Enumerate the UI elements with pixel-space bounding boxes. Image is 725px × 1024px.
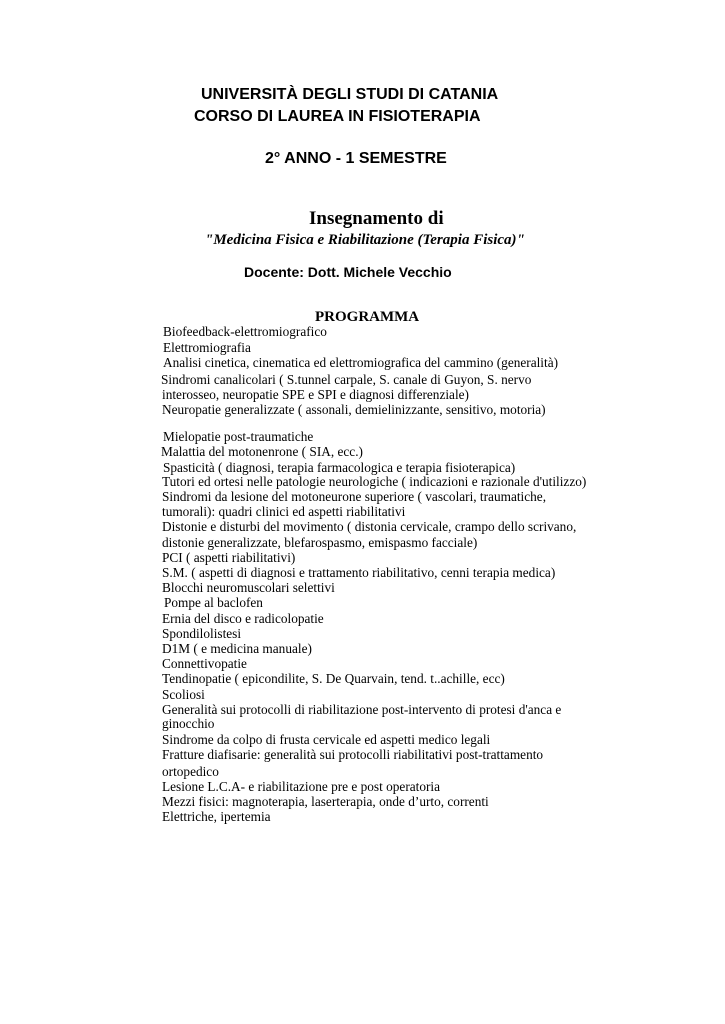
course-heading: Insegnamento di — [309, 208, 444, 229]
university-name: UNIVERSITÀ DEGLI STUDI DI CATANIA — [201, 86, 499, 103]
program-item: Neuropatie generalizzate ( assonali, demielinizzante, sensitivo, motoria) — [162, 402, 546, 417]
program-item: Malattia del motonenrone ( SIA, ecc.) — [161, 444, 363, 459]
program-item: ginocchio — [162, 716, 215, 731]
program-item: Ernia del disco e radicolopatie — [162, 611, 324, 626]
program-item: Spondilolistesi — [162, 626, 242, 641]
teacher-name: Docente: Dott. Michele Vecchio — [244, 264, 452, 280]
program-item: Spasticità ( diagnosi, terapia farmacologica e terapia fisioterapica) — [163, 460, 516, 475]
degree-course: CORSO DI LAUREA IN FISIOTERAPIA — [194, 108, 481, 125]
program-item: Sindrome da colpo di frusta cervicale ed aspetti medico legali — [162, 732, 491, 747]
program-item: Tendinopatie ( epicondilite, S. De Quarvain, tend. t..achille, ecc) — [162, 671, 505, 686]
program-item: D1M ( e medicina manuale) — [162, 641, 312, 656]
program-item: Generalità sui protocolli di riabilitazione post-intervento di protesi d'anca e — [162, 702, 562, 717]
program-heading: PROGRAMMA — [315, 309, 420, 325]
program-item: Analisi cinetica, cinematica ed elettromiografica del cammino (generalità) — [163, 355, 559, 370]
program-item: Fratture diafisarie: generalità sui protocolli riabilitativi post-trattamento — [162, 747, 544, 762]
program-item: Lesione L.C.A- e riabilitazione pre e post operatoria — [162, 779, 441, 794]
program-item: Mielopatie post-traumatiche — [163, 429, 314, 444]
program-item: Sindromi canalicolari ( S.tunnel carpale, S. canale di Guyon, S. nervo — [161, 372, 532, 387]
program-item: Tutori ed ortesi nelle patologie neurologiche ( indicazioni e razionale d'utilizzo) — [162, 474, 587, 489]
program-item: Connettivopatie — [162, 656, 247, 671]
program-item: Sindromi da lesione del motoneurone superiore ( vascolari, traumatiche, — [162, 489, 547, 504]
program-item: tumorali): quadri clinici ed aspetti riabilitativi — [162, 504, 406, 519]
program-item: distonie generalizzate, blefarospasmo, emispasmo facciale) — [162, 535, 478, 550]
program-item: Distonie e disturbi del movimento ( distonia cervicale, crampo dello scrivano, — [162, 519, 577, 534]
program-item: S.M. ( aspetti di diagnosi e trattamento riabilitativo, cenni terapia medica) — [162, 565, 556, 580]
program-item: Elettriche, ipertemia — [162, 809, 271, 824]
program-item: interosseo, neuropatie SPE e SPI e diagnosi differenziale) — [162, 387, 469, 402]
program-item: Elettromiografia — [163, 340, 251, 355]
course-title: "Medicina Fisica e Riabilitazione (Terapia Fisica)" — [205, 232, 525, 248]
program-item: ortopedico — [162, 764, 219, 779]
program-item: Biofeedback-elettromiografico — [163, 324, 327, 339]
program-item: Blocchi neuromuscolari selettivi — [162, 580, 335, 595]
program-item: Mezzi fisici: magnoterapia, laserterapia, onde d’urto, correnti — [162, 794, 489, 809]
program-item: Scoliosi — [162, 687, 205, 702]
program-item: PCI ( aspetti riabilitativi) — [162, 550, 296, 565]
year-semester: 2° ANNO - 1 SEMESTRE — [265, 150, 447, 167]
program-item: Pompe al baclofen — [164, 595, 263, 610]
